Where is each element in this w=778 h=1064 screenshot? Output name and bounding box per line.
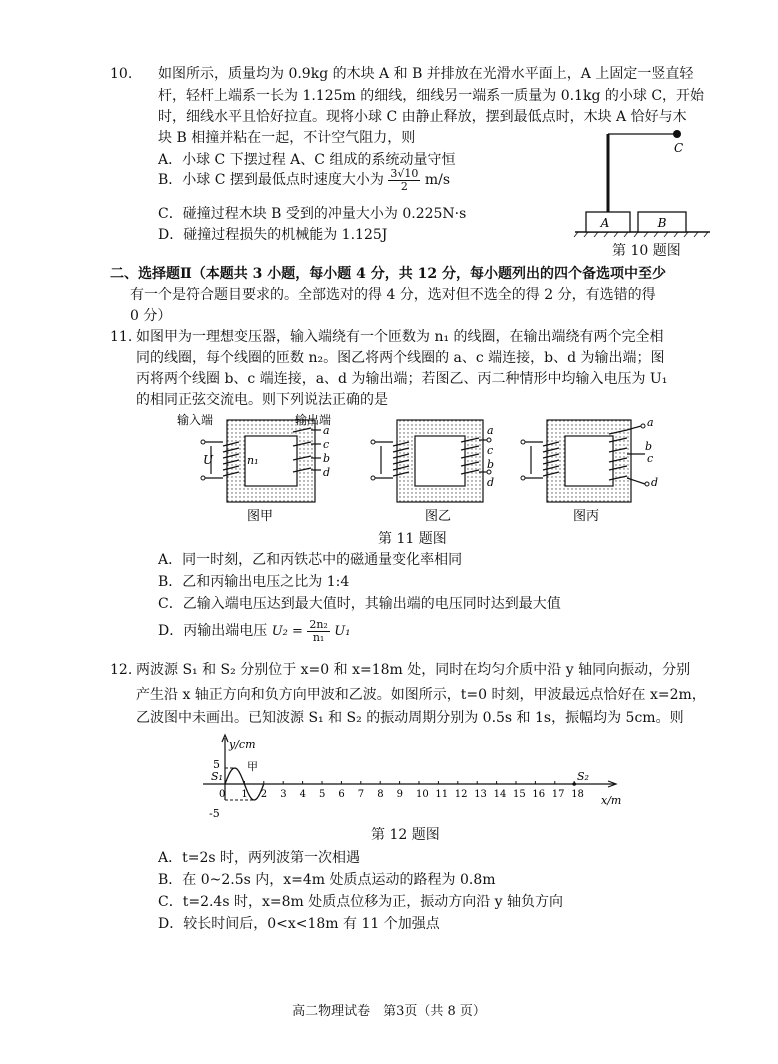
q10-label-c: C xyxy=(674,141,684,155)
q11-caption-yi: 图乙 xyxy=(425,509,452,524)
q12-x-tick-label: 10 xyxy=(416,789,429,800)
q12-option-a: A．t=2s 时，两列波第一次相遇 xyxy=(158,850,361,866)
q10-stem-line-4: 块 B 相撞并粘在一起，不计空气阻力，则 xyxy=(158,130,416,146)
q11-u-label: U xyxy=(203,453,214,467)
q10-figure-caption: 第 10 题图 xyxy=(612,243,681,259)
q12-figure xyxy=(195,732,635,824)
section2-line-3: 0 分） xyxy=(130,308,172,324)
q11-jia-terminal-c: c xyxy=(323,438,330,451)
q11-stem-line-4: 的相同正弦交流电。则下列说法正确的是 xyxy=(136,392,388,408)
q11-caption-jia: 图甲 xyxy=(247,509,274,524)
page-footer: 高二物理试卷 第3页（共 8 页） xyxy=(292,1004,486,1019)
q11-bing-terminal-b: b xyxy=(645,440,653,453)
q11-yi-terminal-d: d xyxy=(487,476,495,489)
q12-x-axis-label: x/m xyxy=(601,794,622,807)
q12-stem-line-2: 产生沿 x 轴正方向和负方向甲波和乙波。如图所示，t=0 时刻，甲波最远点恰好在 x=2m， xyxy=(136,687,706,703)
q11-transformer-yi xyxy=(371,420,494,524)
q10-stem-line-1: 如图所示，质量均为 0.9kg 的木块 A 和 B 并排放在光滑水平面上，A 上固定一竖直轻 xyxy=(158,66,694,82)
q10-option-b-unit: m/s xyxy=(424,172,451,188)
q12-x-tick-label: 2 xyxy=(260,789,268,800)
q11-input-label: 输入端 xyxy=(177,413,214,427)
q10-option-b-text: B．小球 C 摆到最低点时速度大小为 xyxy=(158,172,384,188)
q11-number: 11. xyxy=(110,329,133,345)
q12-option-d: D．较长时间后，0<x<18m 有 11 个加强点 xyxy=(158,916,440,932)
q12-x-tick-label: 14 xyxy=(493,789,507,800)
q10-option-b-fraction xyxy=(388,168,420,193)
q11-bing-terminal-a: a xyxy=(647,416,654,429)
q12-s2-label: S₂ xyxy=(577,770,589,783)
q12-x-tick-label: 13 xyxy=(474,789,487,800)
q12-x-tick-label: 0 xyxy=(219,789,226,800)
q11-stem-line-2: 同的线圈，每个线圈的匝数 n₂。图乙将两个线圈的 a、c 端连接，b、d 为输出端；图 xyxy=(136,350,665,366)
q11-figure-caption: 第 11 题图 xyxy=(378,531,447,547)
q11-option-c: C．乙输入端电压达到最大值时，其输出端的电压同时达到最大值 xyxy=(158,596,561,612)
q12-figure-caption: 第 12 题图 xyxy=(371,827,440,843)
q12-s1-label: S₁ xyxy=(211,770,223,783)
q11-stem-line-1: 如图甲为一理想变压器，输入端绕有一个匝数为 n₁ 的线圈，在输出端绕有两个完全相 xyxy=(136,329,664,345)
q10-stem-line-3: 时，细线水平且恰好拉直。现将小球 C 由静止释放，摆到最低点时，木块 A 恰好与木 xyxy=(158,109,687,125)
q11-yi-terminal-b: b xyxy=(487,458,495,471)
q12-option-b: B．在 0~2.5s 内，x=4m 处质点运动的路程为 0.8m xyxy=(158,872,496,888)
q12-x-tick-label: 4 xyxy=(299,789,306,800)
q11-figure xyxy=(175,412,695,527)
q12-x-tick-label: 16 xyxy=(532,789,546,800)
q12-x-tick-label: 12 xyxy=(454,789,468,800)
q12-x-tick-label: 17 xyxy=(551,789,565,800)
q11-option-d-denominator: n₁ xyxy=(312,630,325,644)
q10-option-a: A．小球 C 下摆过程 A、C 组成的系统动量守恒 xyxy=(158,152,456,168)
q11-n1-label: n₁ xyxy=(247,454,259,467)
q11-jia-terminal-a: a xyxy=(323,424,330,437)
q11-option-b: B．乙和丙输出电压之比为 1:4 xyxy=(158,574,350,590)
q12-x-tick-label: 8 xyxy=(377,789,384,800)
q10-option-b-denominator: 2 xyxy=(400,179,408,193)
q12-y-tick-neg5: -5 xyxy=(209,807,220,820)
q12-option-c: C．t=2.4s 时，x=8m 处质点位移为正，振动方向沿 y 轴负方向 xyxy=(158,894,564,910)
q12-y-tick-5: 5 xyxy=(213,758,220,771)
q12-y-axis-label: y/cm xyxy=(229,738,256,751)
q10-stem-line-2: 杆，轻杆上端系一长为 1.125m 的细线，细线另一端系一质量为 0.1kg 的小球 C，开始 xyxy=(158,88,705,104)
q12-stem-line-1: 两波源 S₁ 和 S₂ 分别位于 x=0 和 x=18m 处，同时在均匀介质中沿 y 轴同向振动，分别 xyxy=(136,662,691,678)
q11-yi-terminal-a: a xyxy=(487,424,494,437)
q12-s2-point xyxy=(572,782,576,786)
q12-x-tick-label: 6 xyxy=(338,789,345,800)
q10-number: 10. xyxy=(110,66,133,82)
q12-x-tick-label: 9 xyxy=(396,789,403,800)
q11-output-label: 输出端 xyxy=(295,413,332,427)
q12-x-tick-label: 18 xyxy=(571,789,584,800)
q10-option-b xyxy=(158,166,450,194)
q12-x-tick-label: 7 xyxy=(357,789,365,800)
q11-caption-bing: 图丙 xyxy=(573,509,600,524)
q11-bing-terminal-c: c xyxy=(647,452,654,465)
q11-option-d-numerator: 2n₂ xyxy=(309,617,328,631)
q12-wave-label: 甲 xyxy=(247,760,258,773)
q11-option-d-fraction xyxy=(307,619,330,644)
section2-line-1: 二、选择题Ⅱ（本题共 3 小题，每小题 4 分，共 12 分，每小题列出的四个备选项中至少 xyxy=(110,266,667,282)
q12-x-tick-label: 3 xyxy=(280,789,287,800)
q11-jia-terminal-b: b xyxy=(323,452,331,465)
q11-transformer-bing xyxy=(521,416,658,524)
q12-x-tick-label: 1 xyxy=(241,789,248,800)
q12-x-tick-label: 11 xyxy=(435,789,449,800)
q10-option-d: D．碰撞过程损失的机械能为 1.125J xyxy=(158,227,388,243)
q10-option-c: C．碰撞过程木块 B 受到的冲量大小为 0.225N·s xyxy=(158,206,467,222)
q11-stem-line-3: 丙将两个线圈 b、c 端连接，a、d 为输出端；若图乙、丙二种情形中均输入电压为 U₁ xyxy=(136,371,668,387)
q12-stem-line-3: 乙波图中未画出。已知波源 S₁ 和 S₂ 的振动周期分别为 0.5s 和 1s，振幅均为 5cm。则 xyxy=(136,710,684,726)
section2-line-2: 有一个是符合题目要求的。全部选对的得 4 分，选对但不选全的得 2 分，有选错的得 xyxy=(130,287,656,303)
q11-option-d xyxy=(158,616,350,647)
q11-option-d-text: D．丙输出端电压 xyxy=(158,623,268,639)
q10-label-b: B xyxy=(657,216,667,230)
q11-option-d-lhs: U₂ = xyxy=(271,624,303,639)
q11-bing-terminal-d: d xyxy=(651,476,659,489)
q11-option-d-rhs: U₁ xyxy=(334,624,351,639)
q10-figure xyxy=(570,120,720,245)
q12-number: 12. xyxy=(110,662,133,678)
q11-yi-terminal-c: c xyxy=(487,444,494,457)
q10-option-b-numerator: 3√10 xyxy=(390,166,419,180)
q12-x-tick-label: 5 xyxy=(319,789,326,800)
q10-label-a: A xyxy=(600,216,610,230)
q10-ball-c xyxy=(673,130,681,138)
q12-x-tick-label: 15 xyxy=(513,789,526,800)
q11-option-a: A．同一时刻，乙和丙铁芯中的磁通量变化率相同 xyxy=(158,552,463,568)
q11-transformer-jia xyxy=(177,412,331,524)
q11-jia-terminal-d: d xyxy=(323,466,331,479)
